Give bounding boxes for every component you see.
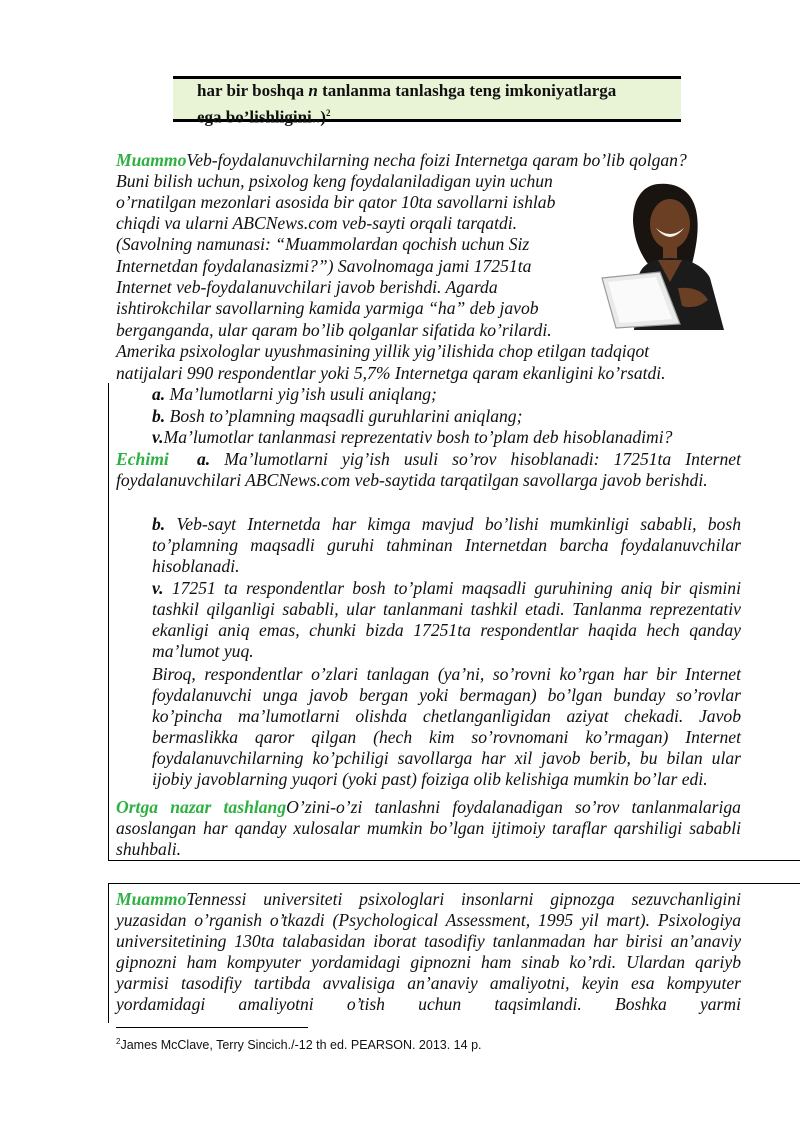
footnote-rule [116, 1027, 308, 1028]
solution-b: b. Veb-sayt Internetda har kimga mavjud bo’lishi mumkinligi sababli, bosh to’plamning maqsadli guruhi tahminan Internetdan barcha foydalanuvchilar hisoblanadi. [152, 514, 741, 576]
solution-label: Echimi [116, 449, 169, 469]
solution-v: v. 17251 ta respondentlar bosh to’plami maqsadli guruhining aniq bir qismini tashkil qilganligi sababli, ular tanlanmani tashkil etadi. Tanlanma reprezentativ ekanligi aniq emas, chunki bizda 17251ta respondentlar haqida hech qanday ma’lumot yuq. [152, 578, 741, 661]
question-b: b. Bosh to’plamning maqsadli guruhlarini aniqlang; [152, 406, 523, 426]
quote-line-2: ega bo’lishligini..) [197, 107, 326, 127]
problem1-line-1: MuammoVeb-foydalanuvchilarning necha foizi Internetga qaram bo’lib qolgan? [116, 150, 687, 170]
problem1-line-6: Internetdan foydalanasizmi?”) Savolnomaga jami 17251ta [116, 256, 532, 276]
problem1-line-2: Buni bilish uchun, psixolog keng foydalaniladigan uyin uchun [116, 171, 553, 191]
problem1-line-3: o’rnatilgan mezonlari asosida bir qator 10ta savollarni ishlab [116, 192, 556, 212]
problem2-label: Muammo [116, 889, 187, 909]
question-a: a. Ma’lumotlarni yig’ish usuli aniqlang; [152, 384, 437, 404]
problem1-line-8: ishtirokchilar savollarning kamida yarmiga “ha” deb javob [116, 298, 539, 318]
review-label: Ortga nazar tashlang [116, 797, 287, 817]
quote-line-1: har bir boshqa n tanlanma tanlashga teng imkoniyatlarga [197, 81, 617, 100]
problem1-line-4: chiqdi va ularni ABCNews.com veb-sayti orqali tarqatdi. [116, 213, 518, 233]
problem1-line-7: Internet veb-foydalanuvchilari javob berishdi. Agarda [116, 277, 498, 297]
footnote-ref: 2 [325, 108, 331, 118]
question-v: v.Ma’lumotlar tanlanmasi reprezentativ bosh to’plam deb hisoblanadimi? [152, 427, 673, 447]
problem2-paragraph: MuammoTennessi universiteti psixologlari insonlarni gipnozga sezuvchanligini yuzasidan o’rganish o’tkazdi (Psychological Assessment, 1995 yil mart). Psixologiya universitetining 130ta talabasidan iborat tasodifiy tanlanmadan har birisi an’anaviy gipnozni ham kompyuter yordamidagi gipnozni ham sinab ko’rdi. Ulardan qariyb yarmisi tasodifiy tartibda avvalisiga an’anaviy amaliyotni, keyin esa kompyuter yordamidagi amaliyotni o’tish uchun taqsimlandi. Boshka yarmi [116, 889, 741, 1014]
problem-label: Muammo [116, 150, 187, 170]
problem1-line-10: Amerika psixologlar uyushmasining yillik yig’ilishida chop etilgan tadqiqot [116, 341, 650, 361]
quote-text [197, 80, 616, 129]
problem1-line-11: natijalari 990 respondentlar yoki 5,7% Internetga qaram ekanligini ko’rsatdi. [116, 363, 666, 383]
solution-paragraph: Biroq, respondentlar o’zlari tanlagan (ya’ni, so’rovni ko’rgan har bir Internet foydalanuvchi unga javob bergan yoki bermagan) bo’lgan bunday so’rovlar ko’pincha ma’lumotlarni olishda chetlanganligidan aziyat chekadi. Javob bermaslikka qaror qilgan (hech kim so’rovnomani ko’rmagan) Internet foydalanuvchilarning ko’pchiligi savollarga har xil javob berib, bu bilan ular ijobiy javoblarning yuqori (yoki past) foiziga olib kelishiga mumkin bo’lar edi. [152, 664, 741, 789]
problem1-line-5: (Savolning namunasi: “Muammolardan qochish uchun Siz [116, 234, 530, 254]
quote-box [173, 76, 681, 127]
footnote: $^2$James McClave, Terry Sincich./-12 th ed. PEARSON. 2013. 14 p. [116, 1037, 482, 1053]
problem1-line-9: berganganda, ular qaram bo’lib qolganlar sifatida ko’rilardi. [116, 320, 552, 340]
solution-a: Echimi a. Ma’lumotlarni yig’ish usuli so’rov hisoblanadi: 17251ta Internet foydalanuvchilari ABCNews.com veb-saytida tarqatilgan savollarga javob berishdi. [116, 449, 742, 490]
woman-laptop-illustration [600, 178, 740, 338]
review-paragraph: Ortga nazar tashlangO’zini-o’zi tanlashni foydalanadigan so’rov tanlanmalariga asoslangan har qanday xulosalar mumkin bo’lgan ijtimoiy taraflar qarshiligi sababli shuhbali. [116, 797, 741, 859]
